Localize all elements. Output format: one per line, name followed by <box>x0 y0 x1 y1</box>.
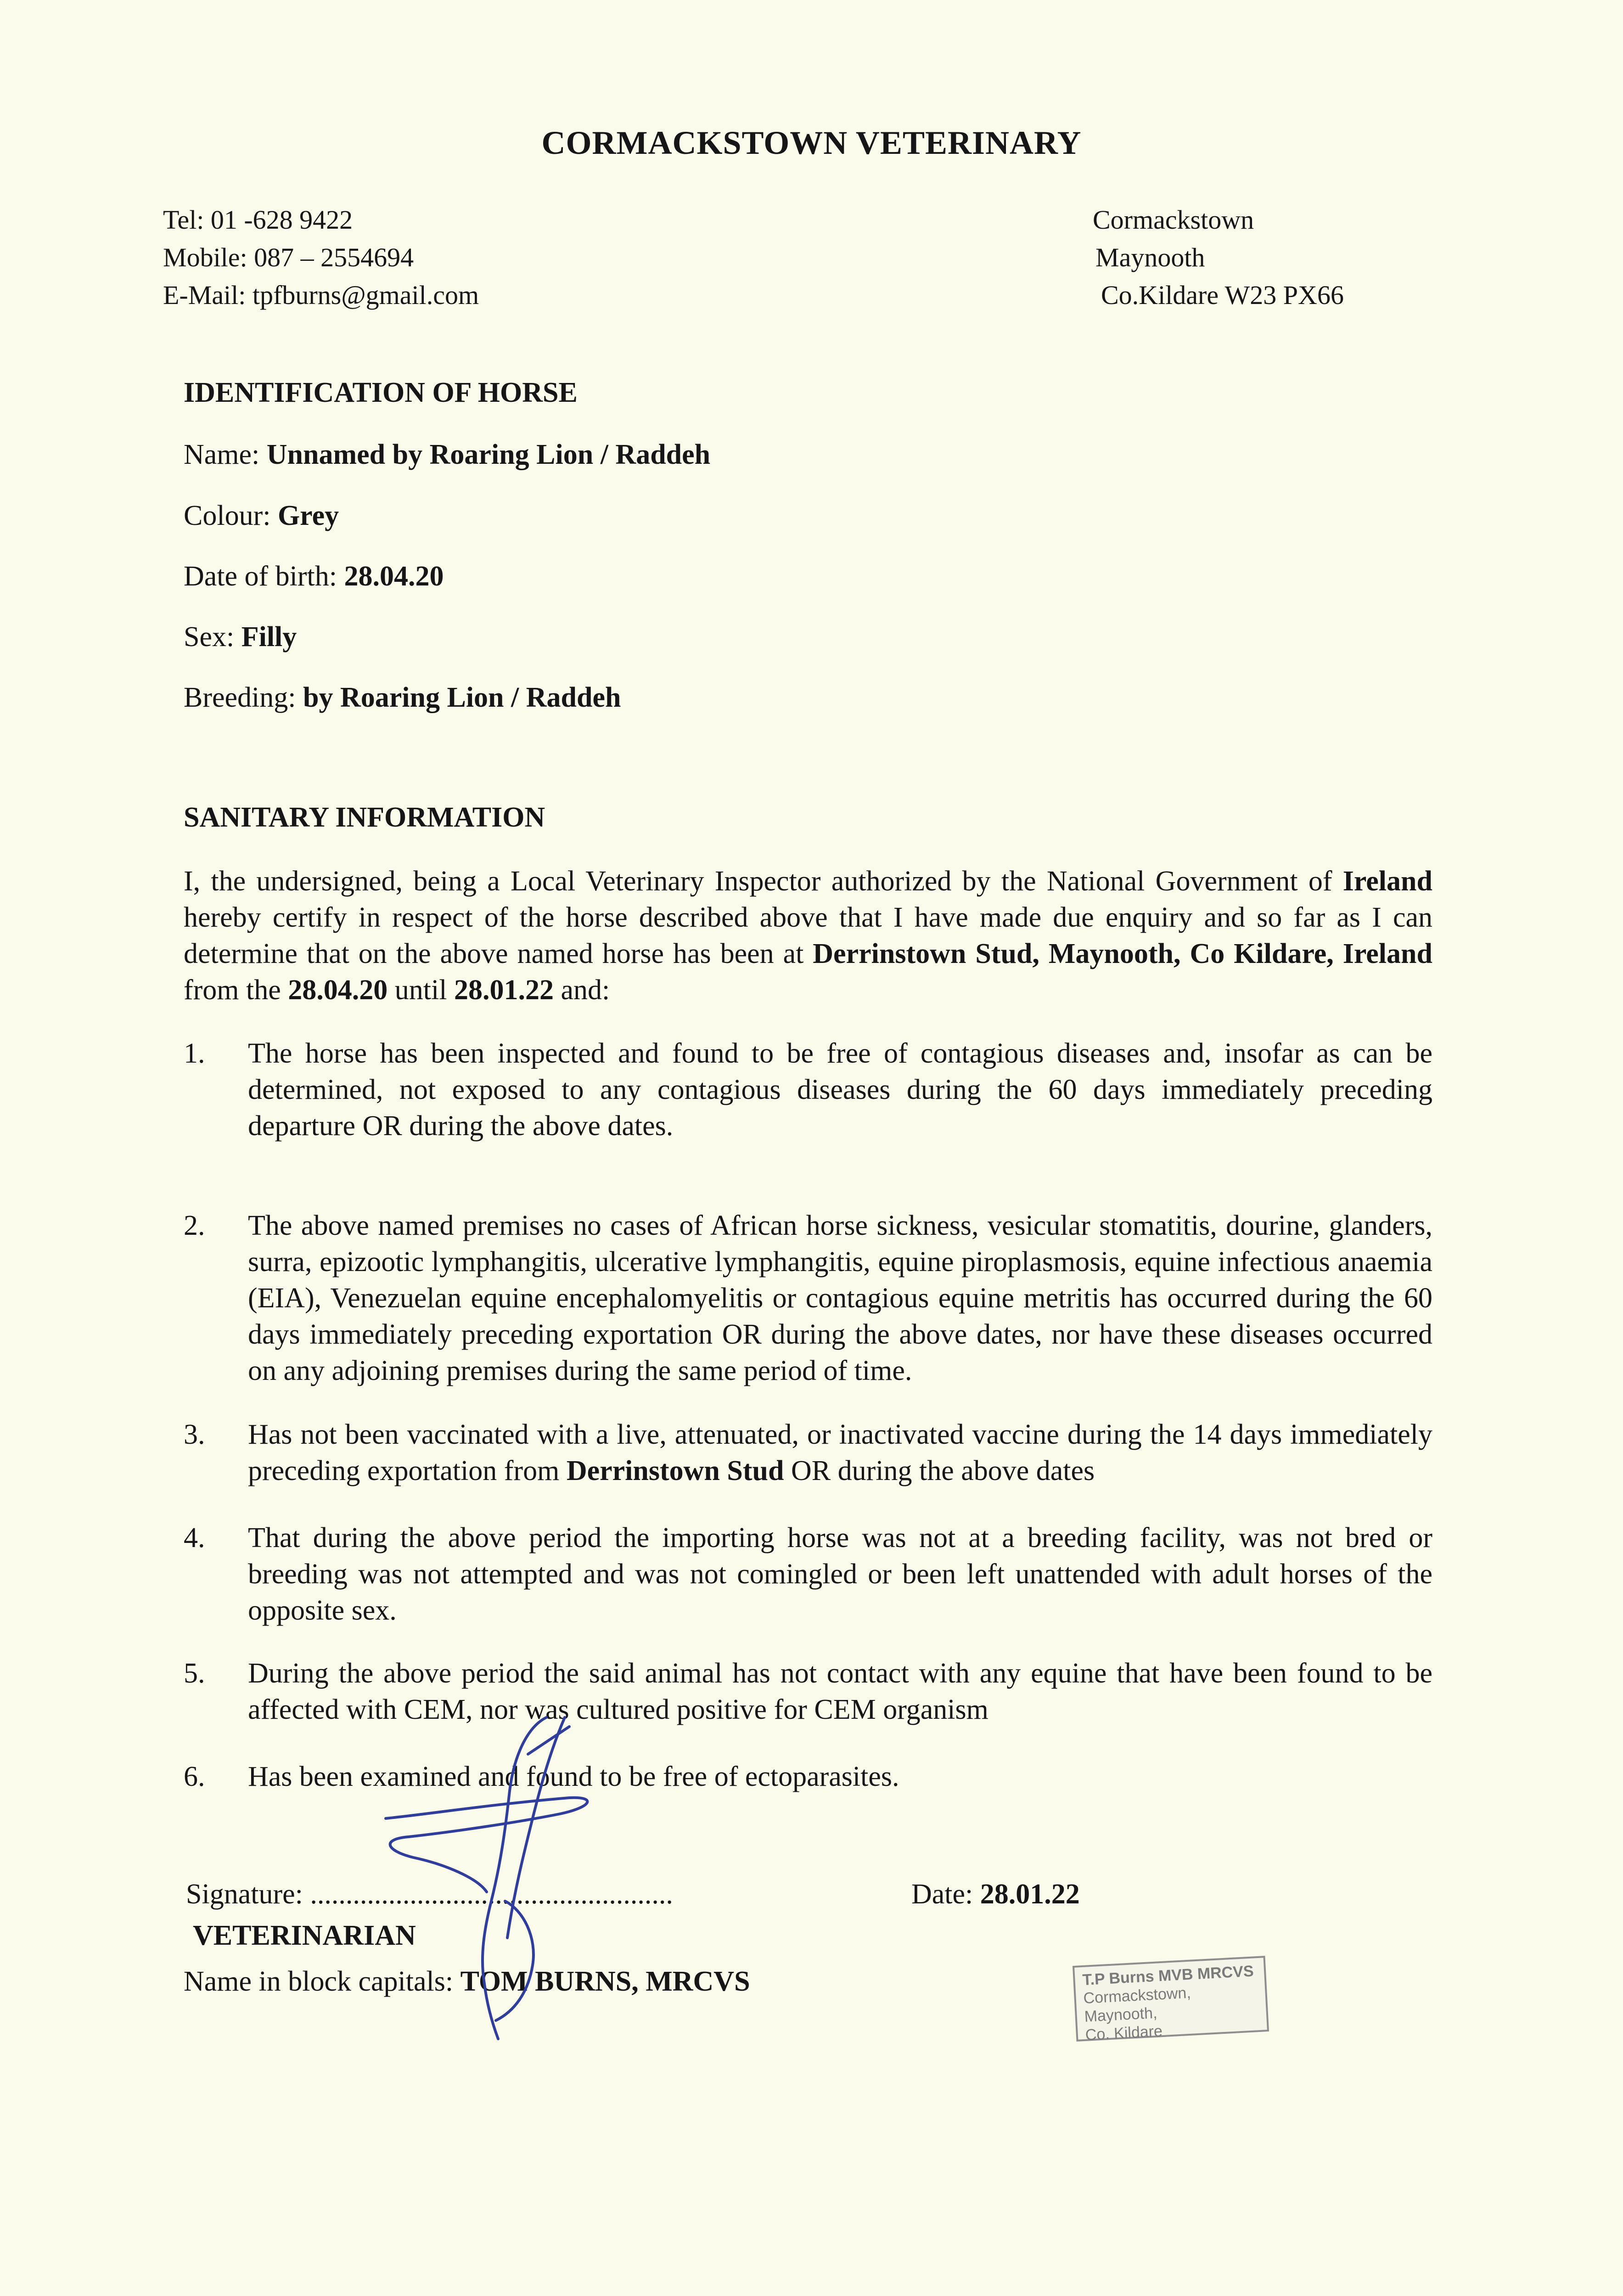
telephone: Tel: 01 -628 9422 <box>163 205 353 235</box>
contact-details <box>163 201 479 314</box>
intro-part-1: I, the undersigned, being a Local Veterinary Inspector authorized by the National Government of <box>184 866 1332 897</box>
practice-address <box>1093 201 1344 314</box>
list-text: That during the above period the importing horse was not at a breeding facility, was not bred or breeding was not attempted and was not comingled or been left unattended with adult horses of the opposite sex. <box>248 1522 1432 1626</box>
intro-premises: Derrinstown Stud, Maynooth, Co Kildare, Ireland <box>813 938 1432 969</box>
item3-text-a: Has not been vaccinated with a live, attenuated, or inactivated vaccine during the 14 days immediately preceding exportation from <box>248 1419 1432 1486</box>
list-text <box>248 1417 1432 1489</box>
block-name-value: TOM BURNS, MRCVS <box>460 1966 750 1997</box>
mobile: Mobile: 087 – 2554694 <box>163 242 414 272</box>
list-text: The above named premises no cases of African horse sickness, vesicular stomatitis, dourine, glanders, surra, epizootic lymphangitis, ulcerative lymphangitis, equine piroplasmosis, equine infectious anaemia (EIA), Venezuelan equine encephalomyelitis or contagious equine metritis has occurred during the 60 days immediately preceding exportation OR during the above dates, nor have these diseases occurred on any adjoining premises during the same period of time. <box>248 1210 1432 1386</box>
list-number: 1. <box>184 1038 205 1069</box>
list-text: During the above period the said animal has not contact with any equine that have been found to be affected with CEM, nor was cultured positive for CEM organism <box>248 1658 1432 1725</box>
list-text: The horse has been inspected and found to be free of contagious diseases and, insofar as can be determined, not exposed to any contagious diseases during the 60 days immediately preceding departure OR during the above dates. <box>248 1038 1432 1142</box>
practice-name: CORMACKSTOWN VETERINARY <box>541 124 1082 161</box>
field-colour <box>184 500 339 532</box>
stamp-line-3: Co. Kildare <box>1084 2022 1163 2044</box>
stamp-line-1: T.P Burns MVB MRCVS <box>1082 1962 1254 1989</box>
intro-from-date: 28.04.20 <box>288 974 388 1006</box>
intro-part-4: until <box>387 974 454 1006</box>
date-label: Date: <box>911 1879 973 1910</box>
list-number: 4. <box>184 1522 205 1553</box>
list-number: 3. <box>184 1419 205 1450</box>
name-label: Name: <box>184 439 260 470</box>
field-breeding <box>184 681 621 714</box>
breeding-value: by Roaring Lion / Raddeh <box>303 682 621 713</box>
intro-part-2: hereby certify in respect of the horse described above that I have made due enquiry and so far as I can determine that on the above named horse has been at <box>184 902 1432 969</box>
sanitary-intro <box>184 863 1432 1008</box>
email: E-Mail: tpfburns@gmail.com <box>163 280 479 310</box>
signature-label: Signature: ................................................... <box>186 1879 673 1910</box>
identification-title: IDENTIFICATION OF HORSE <box>184 377 578 408</box>
item3-text-b: OR during the above dates <box>784 1455 1095 1486</box>
colour-label: Colour: <box>184 500 271 531</box>
list-text: Has been examined and found to be free of ectoparasites. <box>248 1761 899 1792</box>
list-number: 2. <box>184 1210 205 1241</box>
intro-part-5: and: <box>553 974 610 1006</box>
veterinary-stamp <box>1073 1956 1269 2042</box>
address-line-2: Maynooth <box>1095 242 1205 272</box>
handwritten-signature <box>376 1699 634 2048</box>
sex-label: Sex: <box>184 621 235 653</box>
field-date-of-birth <box>184 560 444 593</box>
field-name <box>184 439 710 471</box>
field-sex <box>184 621 297 653</box>
list-number: 6. <box>184 1761 205 1792</box>
name-value: Unnamed by Roaring Lion / Raddeh <box>266 439 711 470</box>
veterinarian-role: VETERINARIAN <box>193 1920 416 1951</box>
colour-value: Grey <box>277 500 339 531</box>
dob-value: 28.04.20 <box>344 561 444 592</box>
address-line-1: Cormackstown <box>1093 205 1254 235</box>
intro-country: Ireland <box>1342 866 1432 897</box>
sex-value: Filly <box>241 621 297 653</box>
address-line-3: Co.Kildare W23 PX66 <box>1101 280 1344 310</box>
block-name-label: Name in block capitals: <box>184 1966 454 1997</box>
breeding-label: Breeding: <box>184 682 296 713</box>
intro-part-3: from the <box>184 974 288 1006</box>
date-value: 28.01.22 <box>980 1879 1080 1910</box>
signature-date <box>911 1878 1080 1911</box>
stamp-line-2: Cormackstown, Maynooth, <box>1083 1984 1191 2026</box>
list-number: 5. <box>184 1658 205 1689</box>
dob-label: Date of birth: <box>184 561 337 592</box>
item3-premises: Derrinstown Stud <box>566 1455 784 1486</box>
intro-until-date: 28.01.22 <box>454 974 554 1006</box>
sanitary-title: SANITARY INFORMATION <box>184 802 545 833</box>
